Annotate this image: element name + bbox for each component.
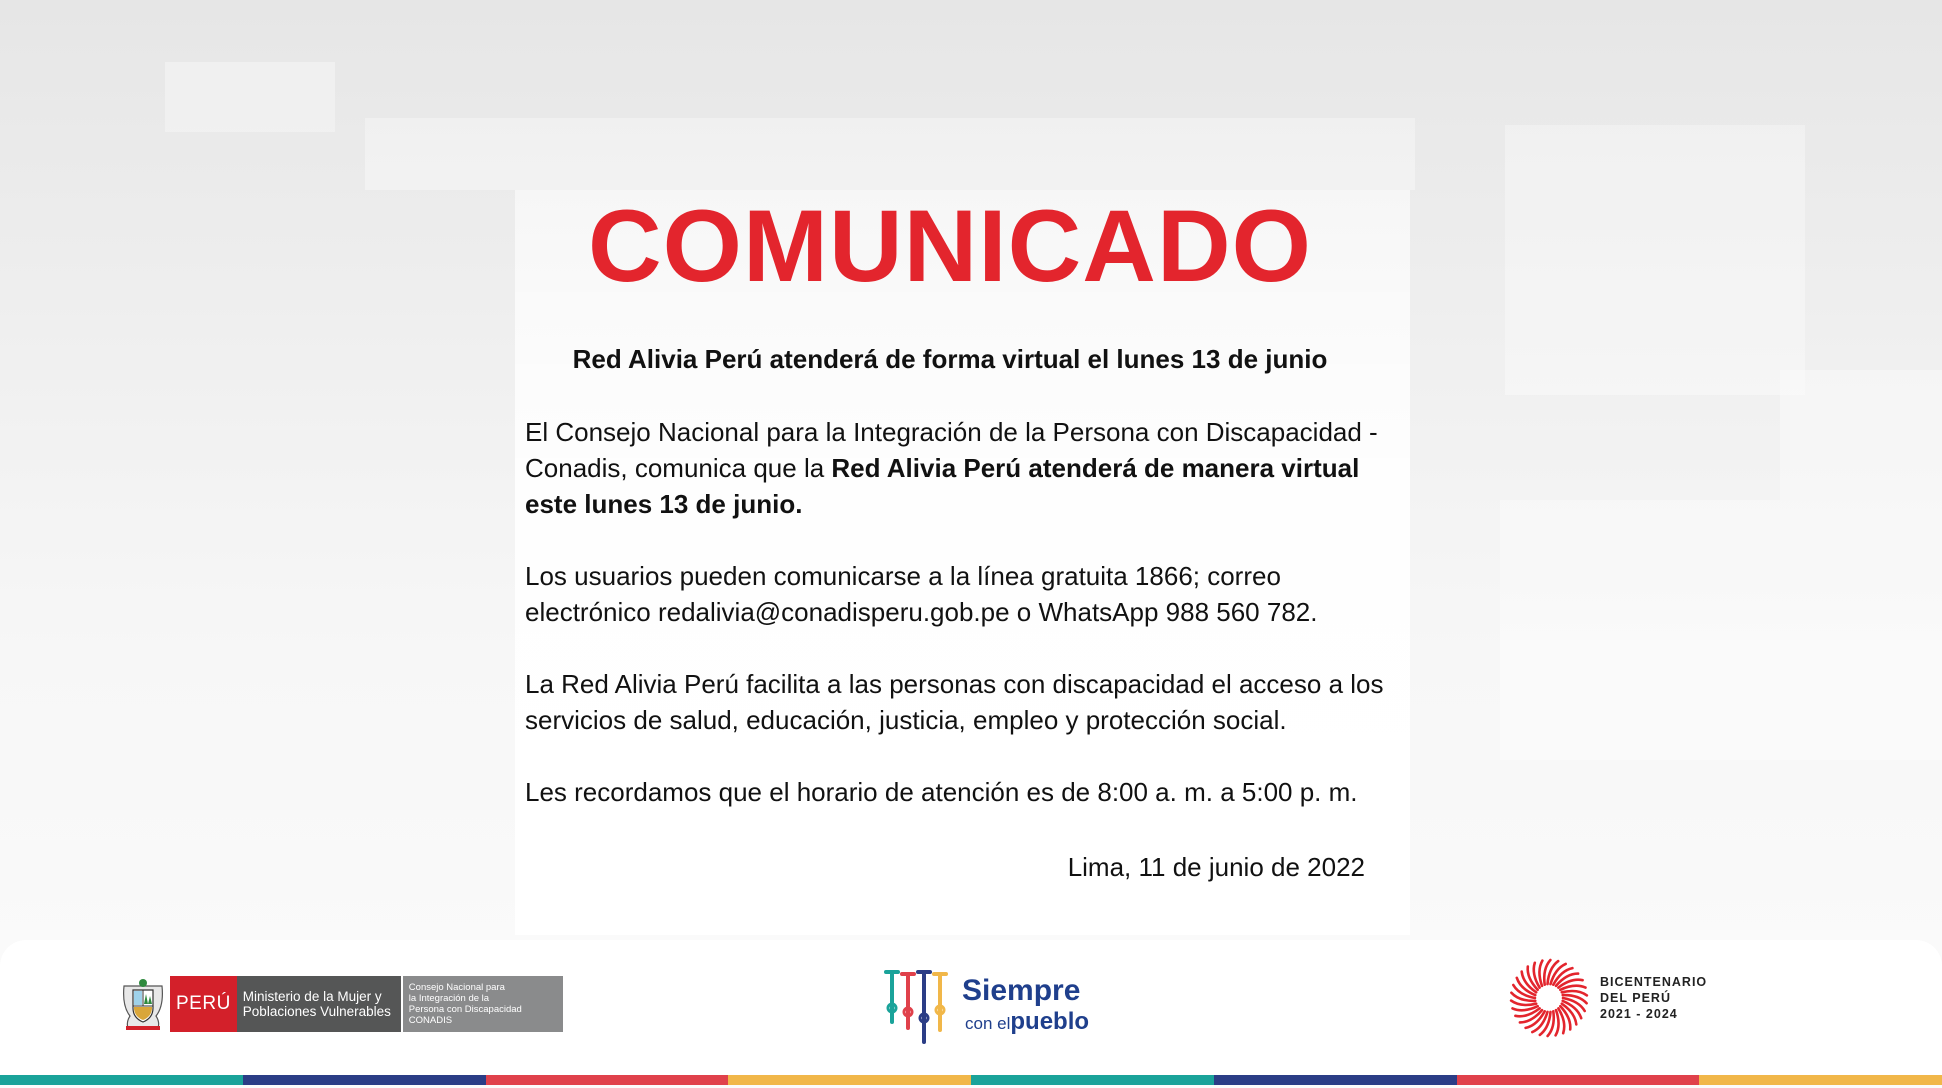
background-block (365, 118, 1415, 190)
paragraph-contact: Los usuarios pueden comunicarse a la línea gratuita 1866; correo electrónico redalivia@conadisperu.gob.pe o WhatsApp 988 560 782. (525, 561, 1318, 627)
signature-date: Lima, 11 de junio de 2022 (1067, 852, 1365, 882)
sunburst-ray (1560, 986, 1585, 990)
notice-subtitle: Red Alivia Perú atenderá de forma virtual el lunes 13 de junio (572, 344, 1328, 374)
background-block (1780, 370, 1942, 500)
paragraph-intro (525, 414, 1395, 522)
color-stripe (971, 1075, 1214, 1085)
footer-color-stripes (0, 1073, 1942, 1088)
paragraph-intro-highlight: Red Alivia Perú atenderá de manera virtual este lunes 13 de junio. (525, 453, 1360, 519)
slogan-main-word: Siempre (962, 974, 1081, 1007)
color-stripe (486, 1075, 729, 1085)
coat-of-arms-icon (120, 976, 166, 1032)
color-stripe (0, 1075, 243, 1085)
sunburst-ray (1513, 1006, 1538, 1010)
bicentenario-sunburst-icon (1508, 957, 1590, 1039)
bicentenario-logo (1508, 955, 1707, 1041)
page-title: COMUNICADO (588, 189, 1312, 303)
slogan-figures-icon (880, 968, 960, 1048)
sunburst-ray (1556, 1010, 1559, 1035)
paragraph-services: La Red Alivia Perú facilita a las personas con discapacidad el acceso a los servicios de salud, educación, justicia, empleo y protección social. (525, 669, 1384, 735)
ministry-name: Ministerio de la Mujer y Poblaciones Vulnerables (237, 976, 401, 1032)
slogan-sub (965, 1010, 1089, 1034)
color-stripe (1699, 1075, 1942, 1085)
background-block (165, 62, 335, 132)
paragraph-schedule: Les recordamos que el horario de atención es de 8:00 a. m. a 5:00 p. m. (525, 777, 1358, 807)
paragraph-intro-lead: El Consejo Nacional para la Integración de la Persona con Discapacidad - Conadis, comunica que la (525, 417, 1378, 483)
color-stripe (1214, 1075, 1457, 1085)
conadis-name: Consejo Nacional para la Integración de la Persona con Discapacidad CONADIS (403, 976, 563, 1032)
color-stripe (1457, 1075, 1700, 1085)
background-block (1500, 500, 1942, 760)
slogan-small-word: con el (965, 1014, 1011, 1033)
color-stripe (728, 1075, 971, 1085)
government-logo (120, 976, 563, 1032)
slogan-bold-word: pueblo (1010, 1008, 1090, 1035)
sunburst-ray (1539, 961, 1542, 986)
peru-brand: PERÚ (170, 976, 237, 1032)
bicentenario-label: BICENTENARIO DEL PERÚ 2021 - 2024 (1600, 975, 1708, 1021)
slogan-logo (880, 968, 1120, 1048)
color-stripe (243, 1075, 486, 1085)
